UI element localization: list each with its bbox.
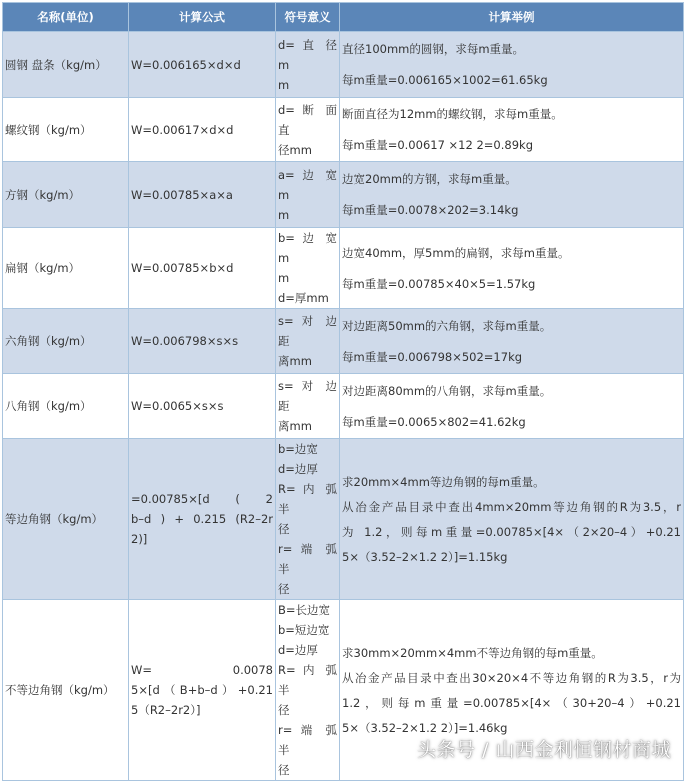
symbol-line: r= 端 弧 半 (278, 542, 337, 576)
symbol-line: s= 对 边 距 (278, 314, 337, 348)
formula-line: b–d ) + 0.215 (R2–2r (131, 512, 273, 526)
example-line: 每m重量=0.006165×1002=61.65kg (342, 73, 548, 87)
symbol-line: m (278, 271, 290, 285)
formula-line: =0.00785×[d ( 2 (131, 492, 273, 506)
steel-name: 六角钢（kg/m） (3, 309, 129, 374)
table-row (3, 439, 684, 600)
example-line: 每m重量=0.00785×40×5=1.57kg (342, 276, 536, 291)
example-cell (340, 162, 684, 228)
symbol-line: d= 直 径 m (278, 37, 337, 72)
steel-weight-table (2, 2, 684, 781)
symbol-line: b=短边宽 (278, 623, 330, 637)
table-row (3, 374, 684, 439)
symbol-cell (276, 32, 340, 98)
example-line: 每m重量=0.006798×502=17kg (342, 349, 523, 364)
example-line: 5×（3.52–2×1.2 2）]=1.15kg (342, 549, 508, 564)
steel-name: 扁钢（kg/m） (3, 228, 129, 309)
watermark-text: 头条号 / 山西金利恒钢材商城 (417, 739, 671, 761)
header-formula: 计算公式 (129, 3, 276, 32)
example-cell (340, 439, 684, 600)
formula-cell (129, 162, 276, 228)
example-line: 对边距离80mm的八角钢，求每m重量。 (342, 383, 552, 398)
symbol-line: 径 (278, 582, 290, 596)
example-line: 为 1.2，则每m重量=0.00785×[4×（2×20–4）+0.21 (342, 524, 681, 539)
formula-line: 5×[d（B+b–d）+0.21 (131, 683, 273, 697)
symbol-line: 离mm (278, 419, 312, 433)
steel-name: 螺纹钢（kg/m） (3, 98, 129, 162)
example-cell (340, 228, 684, 309)
symbol-line: 径 (278, 522, 290, 536)
formula-cell (129, 228, 276, 309)
symbol-line: R= 内 弧 半 (278, 663, 337, 697)
symbol-line: d=厚mm (278, 291, 329, 305)
symbol-cell (276, 600, 340, 781)
symbol-cell (276, 98, 340, 162)
symbol-line: d= 断 面 直 (278, 102, 337, 137)
example-line: 求30mm×20mm×4mm不等边角钢的每m重量。 (342, 645, 603, 660)
example-line: 断面直径为12mm的螺纹钢，求每m重量。 (342, 107, 563, 121)
formula-cell (129, 374, 276, 439)
symbol-line: m (278, 207, 290, 222)
formula-line: W=0.00785×b×d (131, 261, 234, 275)
example-line: 求20mm×4mm等边角钢的每m重量。 (342, 474, 545, 489)
example-line: 直径100mm的圆钢，求每m重量。 (342, 42, 525, 56)
symbol-line: R= 内 弧 半 (278, 482, 337, 516)
table-row (3, 98, 684, 162)
formula-line: W=0.006798×s×s (131, 334, 239, 348)
symbol-line: B=长边宽 (278, 603, 331, 617)
example-cell (340, 309, 684, 374)
example-line: 每m重量=0.00617 ×12 2=0.89kg (342, 138, 533, 152)
formula-cell (129, 98, 276, 162)
example-line: 从冶金产品目录中查出4mm×20mm等边角钢的R为3.5，r (342, 499, 681, 514)
symbol-line: b=边宽 (278, 442, 318, 456)
steel-name: 方钢（kg/m） (3, 162, 129, 228)
formula-cell (129, 309, 276, 374)
header-name: 名称(单位) (3, 3, 129, 32)
formula-cell (129, 600, 276, 781)
example-line: 1.2，则每m重量=0.00785×[4×（30+20–4）+0.21 (342, 695, 681, 710)
example-line: 从冶金产品目录中查出30×20×4不等边角钢的R为3.5，r为 (342, 670, 681, 685)
example-line: 对边距离50mm的六角钢，求每m重量。 (342, 318, 552, 333)
symbol-cell (276, 374, 340, 439)
table-row (3, 32, 684, 98)
table-row (3, 309, 684, 374)
formula-line: W=0.00785×a×a (131, 187, 233, 202)
formula-line: W=0.0065×s×s (131, 399, 224, 413)
steel-name: 八角钢（kg/m） (3, 374, 129, 439)
header-example: 计算举例 (340, 3, 684, 32)
header-symbol: 符号意义 (276, 3, 340, 32)
example-cell (340, 374, 684, 439)
symbol-line: 离mm (278, 354, 312, 368)
example-line: 边宽20mm的方钢，求每m重量。 (342, 172, 517, 186)
example-line: 5×（3.52–2×1.2 2）]=1.46kg (342, 720, 508, 735)
symbol-line: 径 (278, 763, 290, 777)
example-line: 边宽40mm，厚5mm的扁钢，求每m重量。 (342, 245, 570, 260)
symbol-line: b= 边 宽 m (278, 231, 337, 265)
example-cell (340, 32, 684, 98)
symbol-line: s= 对 边 距 (278, 379, 337, 413)
symbol-line: d=边厚 (278, 462, 318, 476)
formula-line: 2)] (131, 532, 148, 546)
table-row (3, 162, 684, 228)
symbol-line: a= 边 宽 m (278, 167, 337, 202)
formula-line: W=0.006165×d×d (131, 57, 241, 72)
symbol-line: 径 (278, 703, 290, 717)
example-cell (340, 98, 684, 162)
symbol-line: 径mm (278, 142, 312, 157)
steel-name: 等边角钢（kg/m） (3, 439, 129, 600)
symbol-cell (276, 162, 340, 228)
symbol-cell (276, 439, 340, 600)
table-row (3, 228, 684, 309)
steel-name: 不等边角钢（kg/m） (3, 600, 129, 781)
formula-line: W=0.00617×d×d (131, 122, 234, 137)
formula-cell (129, 439, 276, 600)
symbol-line: m (278, 77, 290, 92)
symbol-line: d=边厚 (278, 643, 318, 657)
symbol-cell (276, 309, 340, 374)
symbol-line: r= 端 弧 半 (278, 723, 337, 757)
example-line: 每m重量=0.0078×202=3.14kg (342, 203, 519, 217)
symbol-cell (276, 228, 340, 309)
formula-cell (129, 32, 276, 98)
formula-line: 5（R2–2r2）] (131, 703, 201, 717)
steel-name: 圆钢 盘条（kg/m） (3, 32, 129, 98)
example-line: 每m重量=0.0065×802=41.62kg (342, 414, 526, 429)
formula-line: W= 0.0078 (131, 663, 273, 677)
table-header-row (3, 3, 684, 32)
